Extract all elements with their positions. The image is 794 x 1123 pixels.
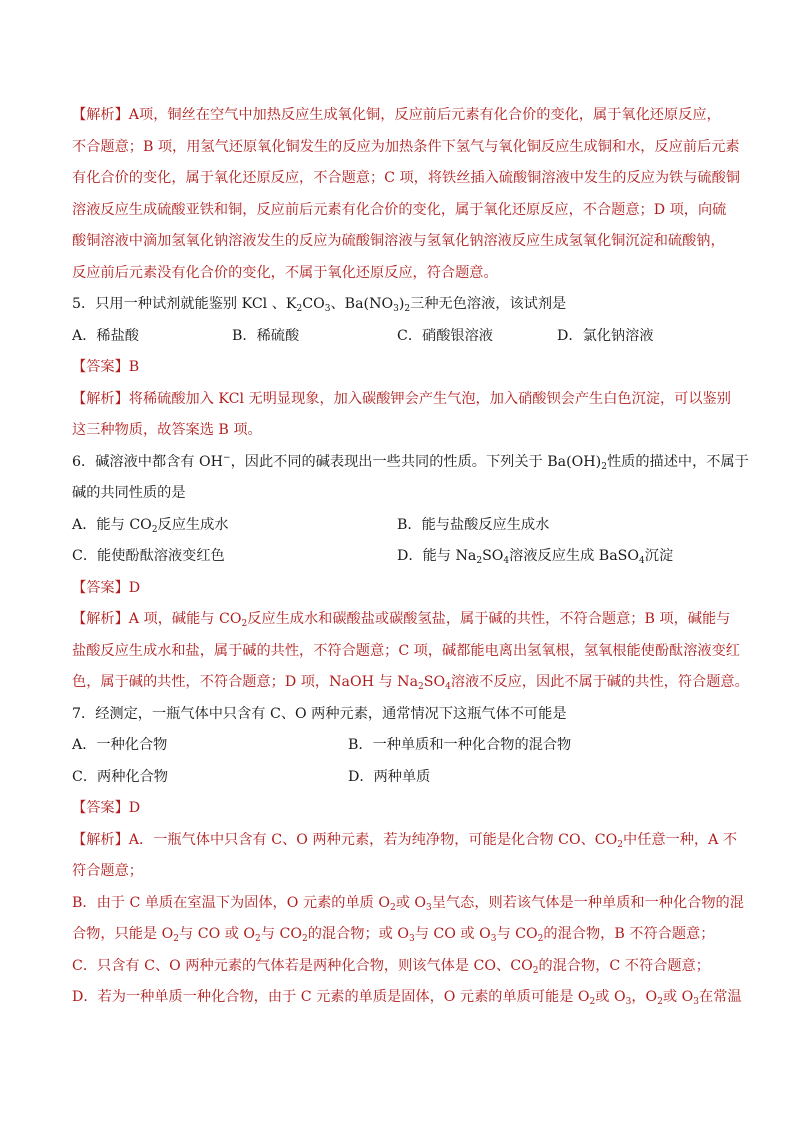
question-7-analysis	[72, 825, 738, 857]
question-7-options	[72, 762, 724, 794]
question-6-analysis	[72, 636, 740, 668]
question-6-options	[72, 541, 724, 573]
stem-text: 6．碱溶液中都含有 OH	[72, 453, 224, 470]
question-5-stem	[72, 289, 724, 321]
question-7-answer	[72, 793, 724, 825]
subscript: 4	[639, 556, 645, 566]
question-6-stem	[72, 478, 724, 510]
analysis-line	[72, 195, 727, 227]
option-text: SO	[482, 548, 504, 564]
subscript: 3	[408, 934, 415, 944]
analysis-text: 溶液反应生成硫酸亚铁和铜，反应前后元素有化合价的变化，属于氧化还原反应，不合题意；D 项，向硫	[72, 201, 727, 218]
superscript: −	[223, 452, 231, 463]
question-6-answer	[72, 573, 724, 605]
analysis-tag: 【解析】	[72, 390, 129, 407]
analysis-text: D．若为一种单质一种化合物，由于 C 元素的单质是固体，O 元素的单质可能是 O	[72, 989, 590, 1005]
stem-text: 碱的共同性质的是	[72, 485, 186, 501]
subscript: 3	[324, 304, 331, 314]
analysis-text: 不合题意；B 项，用氢气还原氧化铜发生的反应为加热条件下氢气与氧化铜反应生成铜和水，反应前后元素	[72, 138, 740, 155]
option-text: 反应生成水	[157, 516, 229, 533]
subscript: 2	[296, 304, 303, 314]
question-5-options	[72, 321, 724, 353]
question-7-analysis	[72, 888, 744, 920]
subscript: 2	[657, 997, 663, 1007]
question-6-analysis	[72, 604, 731, 636]
analysis-text: 有化合价的变化，属于氧化还原反应，不合题意；C 项，将铁丝插入硫酸铜溶液中发生的反应为铁与硫酸铜	[72, 170, 740, 186]
stem-text: 、Ba(NO	[330, 296, 394, 312]
answer-value: D	[128, 579, 141, 596]
subscript: 2	[589, 997, 596, 1007]
analysis-text: 与 CO 或 O	[414, 926, 491, 942]
analysis-text: 酸铜溶液中滴加氢氧化钠溶液发生的反应为硫酸铜溶液与氢氧化钠溶液反应生成氢氧化铜沉淀和硫酸钠，	[72, 233, 725, 249]
analysis-text: 或 O	[395, 894, 427, 911]
analysis-text: 的混合物；或 O	[307, 926, 409, 942]
subscript: 2	[418, 682, 424, 692]
subscript: 2	[241, 619, 248, 629]
option-d[interactable]: D．氯化钠溶液	[557, 327, 654, 344]
stem-text: 7．经测定，一瓶气体中只含有 C、O 两种元素，通常情况下这瓶气体不可能是	[72, 705, 567, 722]
subscript: 2	[173, 934, 180, 944]
analysis-tag: 【解析】	[72, 831, 129, 848]
option-b[interactable]: B．稀硫酸	[232, 327, 300, 344]
question-5-analysis	[72, 384, 731, 416]
subscript: 3	[490, 934, 497, 944]
option-b[interactable]: B．一种单质和一种化合物的混合物	[348, 737, 572, 753]
question-5-answer	[72, 352, 724, 384]
analysis-text: 与 CO	[496, 926, 538, 942]
analysis-text: 这三种物质，故答案选 B 项。	[72, 422, 262, 438]
subscript: 2	[151, 524, 158, 535]
analysis-text: 在常温	[699, 989, 742, 1005]
question-6-options	[72, 510, 724, 542]
analysis-text: 溶液不反应，因此不属于碱的共性，符合题意。	[450, 674, 749, 690]
analysis-line	[72, 100, 724, 132]
option-text: A．能与 CO	[72, 516, 152, 533]
analysis-text: 合物，只能是 O	[72, 926, 174, 942]
option-c[interactable]: C．能使酚酞溶液变红色	[72, 548, 225, 564]
question-7-analysis	[72, 919, 724, 951]
option-c[interactable]: C．两种化合物	[72, 768, 168, 785]
subscript: 2	[476, 556, 483, 566]
stem-text: ，因此不同的碱表现出一些共同的性质。下列关于 Ba(OH)	[230, 453, 602, 470]
analysis-text: 的混合物，C 不符合题意；	[538, 957, 710, 974]
analysis-text: B．由于 C 单质在室温下为固体，O 元素的单质 O	[72, 894, 390, 911]
subscript: 3	[393, 304, 399, 314]
subscript: 2	[601, 461, 607, 472]
subscript: 3	[625, 997, 632, 1007]
analysis-text: SO	[423, 674, 446, 690]
question-6-analysis	[72, 667, 749, 699]
analysis-text: 或 O	[595, 989, 626, 1005]
subscript: 2	[389, 902, 396, 913]
option-a[interactable]: A．稀盐酸	[72, 327, 139, 344]
question-7-options	[72, 730, 724, 762]
analysis-tag: 【解析】	[72, 107, 129, 123]
stem-text: 性质的描述中，不属于	[606, 453, 749, 470]
analysis-text: 反应前后元素没有化合价的变化，不属于氧化还原反应，符合题意。	[72, 264, 498, 281]
analysis-tag: 【解析】	[72, 611, 129, 627]
subscript: 2	[404, 304, 411, 314]
analysis-line	[72, 226, 724, 258]
analysis-line	[72, 258, 724, 290]
subscript: 3	[426, 902, 432, 913]
analysis-text: 呈气态，则若该气体是一种单质和一种化合物的混	[431, 894, 744, 911]
analysis-text: 中任意一种，A 不	[623, 831, 738, 848]
question-7-stem	[72, 699, 724, 731]
option-text: 沉淀	[644, 548, 674, 564]
analysis-text: A．一瓶气体中只含有 C、O 两种元素，若为纯净物，可能是化合物 CO、CO	[128, 831, 618, 848]
subscript: 4	[503, 556, 510, 566]
stem-text: )	[398, 296, 405, 312]
answer-tag: 【答案】	[72, 800, 129, 816]
option-text: 溶液反应生成 BaSO	[509, 548, 640, 564]
question-7-analysis	[72, 951, 724, 983]
analysis-text: 的混合物，B 不符合题意；	[543, 926, 715, 942]
subscript: 2	[617, 839, 623, 850]
option-a[interactable]	[72, 510, 229, 542]
option-a[interactable]: A．一种化合物	[72, 737, 168, 753]
analysis-text: 将稀硫酸加入 KCl 无明显现象，加入碳酸钾会产生气泡，加入硝酸钡会产生白色沉淀，可以鉴别	[128, 390, 731, 407]
stem-text: 三种无色溶液，该试剂是	[410, 296, 567, 312]
answer-tag: 【答案】	[72, 579, 129, 596]
option-b[interactable]: B．能与盐酸反应生成水	[397, 516, 550, 533]
question-5-analysis	[72, 415, 724, 447]
option-d[interactable]	[397, 541, 673, 573]
analysis-line	[72, 163, 740, 195]
content	[72, 100, 749, 1014]
analysis-text: A项，铜丝在空气中加热反应生成氧化铜，反应前后元素有化合价的变化，属于氧化还原反应，	[128, 107, 721, 123]
option-c[interactable]: C．硝酸银溶液	[397, 327, 493, 344]
analysis-text: 与 CO	[260, 926, 302, 942]
stem-text: CO	[302, 296, 325, 312]
option-text: D．能与 Na	[397, 548, 477, 564]
analysis-text: 符合题意；	[72, 863, 143, 879]
analysis-text: A 项，碱能与 CO	[128, 611, 242, 627]
analysis-text: 色，属于碱的共性，不符合题意；D 项，NaOH 与 Na	[72, 674, 419, 690]
answer-value: D	[128, 800, 141, 816]
answer-value: B	[128, 359, 140, 375]
answer-tag: 【答案】	[72, 359, 129, 375]
analysis-text: 或 O	[662, 989, 694, 1005]
question-6-stem	[72, 447, 749, 479]
option-d[interactable]: D．两种单质	[348, 768, 431, 785]
subscript: 2	[255, 934, 261, 944]
analysis-text: ，O	[631, 989, 658, 1005]
subscript: 2	[537, 934, 544, 944]
stem-text: 5．只用一种试剂就能鉴别 KCl 、K	[72, 296, 297, 312]
analysis-text: 反应生成水和碳酸盐或碳酸氢盐，属于碱的共性，不符合题意；B 项，碱能与	[247, 611, 731, 627]
question-7-analysis	[72, 856, 724, 888]
subscript: 2	[301, 934, 308, 944]
analysis-text: C．只含有 C、O 两种元素的气体若是两种化合物，则该气体是 CO、CO	[72, 957, 533, 974]
question-7-analysis	[72, 982, 742, 1014]
subscript: 2	[532, 965, 539, 976]
subscript: 3	[693, 997, 699, 1007]
analysis-line	[72, 132, 740, 164]
analysis-text: 与 CO 或 O	[179, 926, 256, 942]
analysis-text: 盐酸反应生成水和盐，属于碱的共性，不符合题意；C 项，碱都能电离出氢氧根，氢氧根能使酚酞溶液变红	[72, 642, 740, 659]
subscript: 4	[445, 682, 451, 692]
